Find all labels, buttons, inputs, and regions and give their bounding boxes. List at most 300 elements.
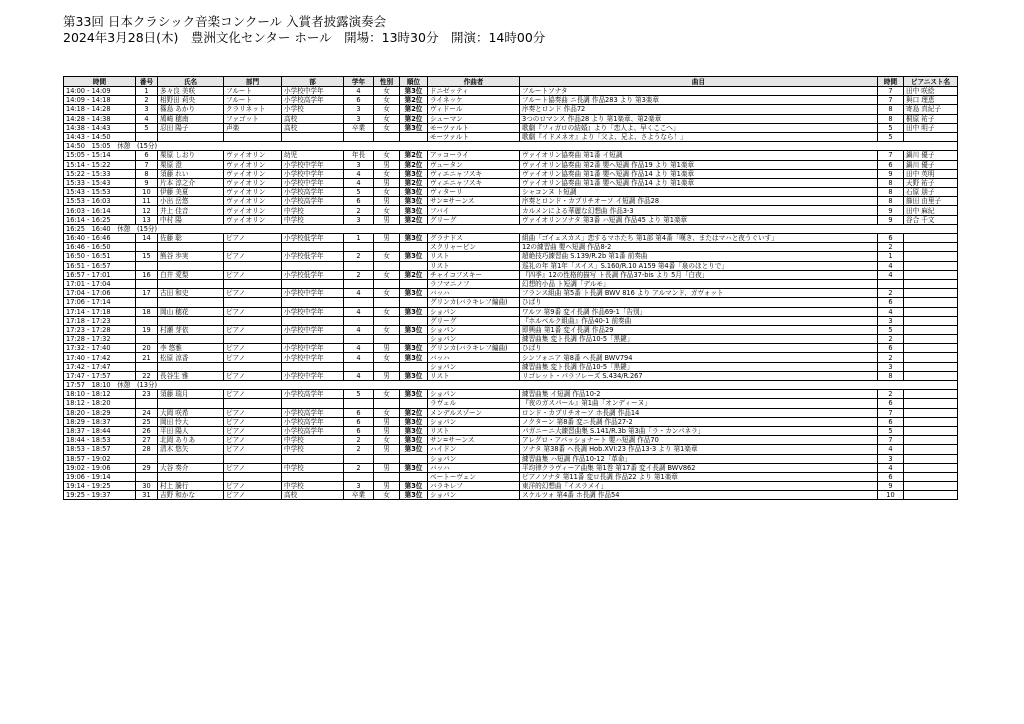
division-cell: 小学校高学年	[282, 188, 344, 197]
time-cell: 19:02 - 19:06	[64, 463, 136, 472]
number-cell	[136, 279, 158, 288]
grade-cell: 4	[344, 325, 374, 334]
sex-cell: 女	[374, 123, 400, 132]
rank-cell: 第2位	[400, 114, 428, 123]
piece-cell: カルメンによる華麗な幻想曲 作品3-3	[520, 206, 878, 215]
division-cell: 中学校	[282, 436, 344, 445]
piece-cell: 組曲「ゴイェスカス」恋するマホたち 第1部 第4番「嘆き、またはマハと夜うぐいす」	[520, 234, 878, 243]
composer-cell: ラフマニノフ	[428, 279, 520, 288]
number-cell: 12	[136, 206, 158, 215]
duration-cell: 5	[878, 132, 904, 141]
grade-cell: 5	[344, 188, 374, 197]
duration-cell: 9	[878, 169, 904, 178]
division-cell	[282, 335, 344, 344]
pianist-cell: 田中 咲絵	[904, 87, 958, 96]
composer-cell: ヴィドール	[428, 105, 520, 114]
rank-cell: 第3位	[400, 252, 428, 261]
time-cell: 15:22 - 15:33	[64, 169, 136, 178]
rank-cell: 第2位	[400, 96, 428, 105]
composer-cell: ラヴェル	[428, 399, 520, 408]
rank-cell: 第3位	[400, 417, 428, 426]
division-cell	[282, 279, 344, 288]
duration-cell: 2	[878, 335, 904, 344]
program-row	[64, 316, 958, 325]
department-cell: ピアノ	[224, 445, 282, 454]
name-cell: 大谷 奏介	[158, 463, 224, 472]
name-cell	[158, 243, 224, 252]
rank-cell: 第3位	[400, 371, 428, 380]
piece-cell: ヴァイオリン協奏曲 第1番 嬰ヘ短調 作品14 より 第1楽章	[520, 178, 878, 187]
division-cell: 小学校高学年	[282, 426, 344, 435]
grade-cell: 年長	[344, 151, 374, 160]
composer-cell: ヴィエニャフスキ	[428, 169, 520, 178]
rank-cell	[400, 243, 428, 252]
intermission-row	[64, 142, 958, 151]
grade-cell	[344, 454, 374, 463]
rank-cell: 第2位	[400, 215, 428, 224]
sex-cell: 女	[374, 252, 400, 261]
duration-cell: 8	[878, 105, 904, 114]
sex-cell: 女	[374, 105, 400, 114]
department-cell: ピアノ	[224, 463, 282, 472]
rank-cell: 第2位	[400, 270, 428, 279]
name-cell	[158, 362, 224, 371]
division-cell	[282, 399, 344, 408]
division-cell: 中学校	[282, 206, 344, 215]
sex-cell: 女	[374, 188, 400, 197]
time-cell: 17:18 - 17:23	[64, 316, 136, 325]
duration-cell: 1	[878, 252, 904, 261]
name-cell: 吉野 和かな	[158, 491, 224, 500]
piece-cell: フルート協奏曲 ニ長調 作品283 より 第3楽章	[520, 96, 878, 105]
duration-cell: 3	[878, 454, 904, 463]
pianist-cell	[904, 417, 958, 426]
department-cell: ピアノ	[224, 307, 282, 316]
rank-cell	[400, 279, 428, 288]
piece-cell: 練習曲集 イ短調 作品10-2	[520, 390, 878, 399]
pianist-cell	[904, 279, 958, 288]
composer-cell: フバイ	[428, 206, 520, 215]
program-rows	[64, 87, 958, 500]
rank-cell: 第3位	[400, 436, 428, 445]
division-cell: 小学校中学年	[282, 289, 344, 298]
intermission-row	[64, 381, 958, 390]
intermission-row	[64, 224, 958, 233]
program-row	[64, 234, 958, 243]
sex-cell: 男	[374, 371, 400, 380]
number-cell: 14	[136, 234, 158, 243]
duration-cell: 7	[878, 151, 904, 160]
composer-cell: メンデルスゾーン	[428, 408, 520, 417]
piece-cell: 即興曲 第1番 変イ長調 作品29	[520, 325, 878, 334]
rank-cell: 第2位	[400, 105, 428, 114]
time-cell: 17:32 - 17:40	[64, 344, 136, 353]
duration-cell: 5	[878, 325, 904, 334]
intermission-text: 16:25 16:40 休憩 (15分)	[64, 224, 958, 233]
name-cell	[158, 261, 224, 270]
duration-cell: 2	[878, 243, 904, 252]
name-cell: 片本 淳之介	[158, 178, 224, 187]
composer-cell: ドニゼッティ	[428, 87, 520, 96]
department-cell: ピアノ	[224, 270, 282, 279]
department-header: 部門	[224, 77, 282, 87]
piece-cell: ヴァイオリン協奏曲 第1番 嬰ヘ短調 作品14 より 第1楽章	[520, 169, 878, 178]
composer-cell: チャイコフスキー	[428, 270, 520, 279]
time-cell: 18:12 - 18:20	[64, 399, 136, 408]
pianist-cell	[904, 335, 958, 344]
duration-cell: 7	[878, 96, 904, 105]
sex-cell: 男	[374, 197, 400, 206]
composer-cell: グリーグ	[428, 316, 520, 325]
pianist-cell: 天野 祐子	[904, 178, 958, 187]
piece-cell: 『ホルベルク組曲』作品40-1 前奏曲	[520, 316, 878, 325]
program-row	[64, 399, 958, 408]
name-cell: 忍田 陽子	[158, 123, 224, 132]
sex-cell: 女	[374, 390, 400, 399]
number-cell: 28	[136, 445, 158, 454]
division-cell: 小学校中学年	[282, 87, 344, 96]
rank-header: 順位	[400, 77, 428, 87]
program-row	[64, 307, 958, 316]
duration-cell: 6	[878, 160, 904, 169]
program-row	[64, 215, 958, 224]
division-cell	[282, 472, 344, 481]
program-row	[64, 344, 958, 353]
number-cell: 31	[136, 491, 158, 500]
piece-cell: 平均律クラヴィーア曲集 第1巻 第17番 変イ長調 BWV862	[520, 463, 878, 472]
time-cell: 18:10 - 18:12	[64, 390, 136, 399]
program-row	[64, 123, 958, 132]
sex-cell: 女	[374, 307, 400, 316]
grade-cell: 卒業	[344, 123, 374, 132]
number-cell: 26	[136, 426, 158, 435]
number-cell	[136, 472, 158, 481]
rank-cell: 第3位	[400, 197, 428, 206]
program-row	[64, 454, 958, 463]
division-cell: 小学校中学年	[282, 344, 344, 353]
duration-cell: 7	[878, 436, 904, 445]
rank-cell	[400, 399, 428, 408]
pianist-header: ピアニスト名	[904, 77, 958, 87]
department-cell	[224, 279, 282, 288]
composer-cell: ショパン	[428, 491, 520, 500]
duration-cell: 5	[878, 123, 904, 132]
name-cell: 栗原 しおり	[158, 151, 224, 160]
division-cell: 中学校	[282, 215, 344, 224]
piece-cell: ひばり	[520, 344, 878, 353]
time-cell: 17:40 - 17:42	[64, 353, 136, 362]
department-cell: ピアノ	[224, 491, 282, 500]
program-row	[64, 298, 958, 307]
rank-cell: 第3位	[400, 188, 428, 197]
time-cell: 17:01 - 17:04	[64, 279, 136, 288]
rank-cell: 第2位	[400, 408, 428, 417]
division-cell	[282, 454, 344, 463]
name-cell: 白井 愛梨	[158, 270, 224, 279]
duration-cell: 4	[878, 307, 904, 316]
sex-cell	[374, 261, 400, 270]
grade-cell: 2	[344, 252, 374, 261]
duration-cell: 4	[878, 261, 904, 270]
sex-cell: 女	[374, 408, 400, 417]
department-cell: フルート	[224, 87, 282, 96]
sex-cell	[374, 243, 400, 252]
sex-cell: 女	[374, 491, 400, 500]
piece-cell: ピアノソナタ 第11番 変ロ長調 作品22 より 第1楽章	[520, 472, 878, 481]
grade-cell: 6	[344, 426, 374, 435]
time-cell: 14:18 - 14:28	[64, 105, 136, 114]
name-cell	[158, 316, 224, 325]
duration-cell: 2	[878, 353, 904, 362]
name-cell	[158, 132, 224, 141]
department-cell	[224, 316, 282, 325]
division-cell	[282, 132, 344, 141]
program-row	[64, 289, 958, 298]
duration-cell: 2	[878, 390, 904, 399]
division-cell: 中学校	[282, 482, 344, 491]
number-cell	[136, 243, 158, 252]
composer-cell: グラナドス	[428, 234, 520, 243]
time-cell: 16:57 - 17:01	[64, 270, 136, 279]
grade-cell: 4	[344, 87, 374, 96]
number-cell: 25	[136, 417, 158, 426]
grade-cell: 4	[344, 371, 374, 380]
program-row	[64, 417, 958, 426]
composer-header: 作曲者	[428, 77, 520, 87]
program-row	[64, 206, 958, 215]
time-cell: 17:42 - 17:47	[64, 362, 136, 371]
grade-cell: 2	[344, 463, 374, 472]
rank-cell	[400, 454, 428, 463]
piece-cell: 幻想的小品 ト短調「デルモ」	[520, 279, 878, 288]
division-cell	[282, 316, 344, 325]
grade-cell: 2	[344, 436, 374, 445]
sex-header: 性別	[374, 77, 400, 87]
name-cell	[158, 399, 224, 408]
composer-cell: ライネッケ	[428, 96, 520, 105]
program-row	[64, 178, 958, 187]
program-row	[64, 243, 958, 252]
pianist-cell: 與口 理恵	[904, 96, 958, 105]
division-cell	[282, 261, 344, 270]
piece-cell: 超絶技巧練習曲 S.139/R.2b 第1番 前奏曲	[520, 252, 878, 261]
piece-cell: ロンド・カプリチオーソ ホ長調 作品14	[520, 408, 878, 417]
pianist-cell	[904, 353, 958, 362]
number-cell: 16	[136, 270, 158, 279]
program-row	[64, 335, 958, 344]
composer-cell: リスト	[428, 371, 520, 380]
duration-cell: 8	[878, 188, 904, 197]
rank-cell: 第3位	[400, 123, 428, 132]
rank-cell	[400, 261, 428, 270]
composer-cell: スクリャービン	[428, 243, 520, 252]
grade-cell: 6	[344, 408, 374, 417]
duration-cell: 5	[878, 426, 904, 435]
division-cell: 中学校	[282, 463, 344, 472]
number-cell	[136, 298, 158, 307]
sex-cell: 男	[374, 234, 400, 243]
piece-cell: 東洋的幻想曲「イスラメイ」	[520, 482, 878, 491]
number-cell: 30	[136, 482, 158, 491]
program-table	[63, 76, 958, 500]
name-cell: 佐藤 聡	[158, 234, 224, 243]
department-cell: ピアノ	[224, 408, 282, 417]
rank-cell: 第3位	[400, 463, 428, 472]
pianist-cell	[904, 362, 958, 371]
department-cell: ピアノ	[224, 426, 282, 435]
name-cell	[158, 298, 224, 307]
composer-cell: アッコーライ	[428, 151, 520, 160]
division-cell: 高校	[282, 491, 344, 500]
grade-cell: 4	[344, 307, 374, 316]
grade-cell	[344, 279, 374, 288]
rank-cell	[400, 132, 428, 141]
name-cell: 清木 悠矢	[158, 445, 224, 454]
name-cell: 岡田 怜大	[158, 417, 224, 426]
rank-cell: 第3位	[400, 426, 428, 435]
sex-cell: 女	[374, 87, 400, 96]
division-cell: 中学校	[282, 445, 344, 454]
department-cell	[224, 243, 282, 252]
piece-cell: 『夜のガスパール』第1曲「オンディーヌ」	[520, 399, 878, 408]
pianist-cell: 谷合 千文	[904, 215, 958, 224]
piece-cell: シャコンヌ ト短調	[520, 188, 878, 197]
rank-cell: 第3位	[400, 87, 428, 96]
grade-cell: 6	[344, 197, 374, 206]
time-cell: 16:46 - 16:50	[64, 243, 136, 252]
grade-cell: 2	[344, 445, 374, 454]
duration-header: 時間	[878, 77, 904, 87]
rank-cell: 第2位	[400, 178, 428, 187]
program-row	[64, 132, 958, 141]
department-cell: ピアノ	[224, 252, 282, 261]
number-cell: 17	[136, 289, 158, 298]
piece-cell: 『四季』12の性格的描写 ト長調 作品37-bis より 5月「白夜」	[520, 270, 878, 279]
sex-cell: 男	[374, 215, 400, 224]
number-cell	[136, 362, 158, 371]
time-cell: 17:47 - 17:57	[64, 371, 136, 380]
composer-cell: リスト	[428, 261, 520, 270]
time-cell: 14:28 - 14:38	[64, 114, 136, 123]
composer-cell: ハイドン	[428, 445, 520, 454]
division-cell: 小学校中学年	[282, 353, 344, 362]
piece-cell: ひばり	[520, 298, 878, 307]
number-cell	[136, 316, 158, 325]
number-cell: 7	[136, 160, 158, 169]
time-cell: 17:28 - 17:32	[64, 335, 136, 344]
piece-cell: ヴァイオリン協奏曲 第1番 イ短調	[520, 151, 878, 160]
department-cell	[224, 335, 282, 344]
department-cell: ピアノ	[224, 289, 282, 298]
department-cell: ヴァイオリン	[224, 206, 282, 215]
number-cell	[136, 335, 158, 344]
number-cell: 20	[136, 344, 158, 353]
grade-cell: 3	[344, 105, 374, 114]
grade-cell	[344, 298, 374, 307]
piece-cell: ヴァイオリンソナタ 第3番 ハ短調 作品45 より 第1楽章	[520, 215, 878, 224]
program-row	[64, 353, 958, 362]
duration-cell: 3	[878, 362, 904, 371]
program-row	[64, 325, 958, 334]
department-cell: ピアノ	[224, 353, 282, 362]
sex-cell: 女	[374, 169, 400, 178]
grade-cell: 1	[344, 234, 374, 243]
duration-cell: 6	[878, 234, 904, 243]
department-cell: クラリネット	[224, 105, 282, 114]
name-cell	[158, 472, 224, 481]
duration-cell: 4	[878, 463, 904, 472]
sex-cell	[374, 362, 400, 371]
program-row	[64, 445, 958, 454]
duration-cell: 10	[878, 491, 904, 500]
division-cell: 小学校高学年	[282, 417, 344, 426]
pianist-cell	[904, 426, 958, 435]
pianist-cell	[904, 307, 958, 316]
number-cell: 18	[136, 307, 158, 316]
department-cell	[224, 132, 282, 141]
sex-cell	[374, 279, 400, 288]
name-cell: 栗原 澄	[158, 160, 224, 169]
piece-cell: ソナタ 第38番 ヘ長調 Hob.XVI:23 作品13-3 より 第1楽章	[520, 445, 878, 454]
division-cell	[282, 243, 344, 252]
duration-cell: 7	[878, 87, 904, 96]
program-row	[64, 105, 958, 114]
program-row	[64, 169, 958, 178]
department-cell	[224, 261, 282, 270]
pianist-cell: 石原 朋子	[904, 188, 958, 197]
rank-cell: 第3位	[400, 206, 428, 215]
department-cell: ヴァイオリン	[224, 178, 282, 187]
pianist-cell	[904, 408, 958, 417]
pianist-cell	[904, 243, 958, 252]
composer-cell: シューマン	[428, 114, 520, 123]
time-cell: 14:38 - 14:43	[64, 123, 136, 132]
composer-cell: ショパン	[428, 307, 520, 316]
grade-cell	[344, 472, 374, 481]
division-cell	[282, 298, 344, 307]
department-cell: ピアノ	[224, 325, 282, 334]
grade-cell: 3	[344, 114, 374, 123]
department-cell: ヴァイオリン	[224, 169, 282, 178]
division-cell: 小学校	[282, 105, 344, 114]
sex-cell: 男	[374, 178, 400, 187]
sex-cell	[374, 335, 400, 344]
program-row	[64, 390, 958, 399]
time-cell: 15:43 - 15:53	[64, 188, 136, 197]
grade-cell	[344, 316, 374, 325]
piece-cell: 練習曲集 変ト長調 作品10-5「黒鍵」	[520, 362, 878, 371]
pianist-cell	[904, 261, 958, 270]
name-cell: 中村 陽	[158, 215, 224, 224]
composer-cell: ショパン	[428, 417, 520, 426]
duration-cell: 8	[878, 197, 904, 206]
number-header: 番号	[136, 77, 158, 87]
sex-cell	[374, 454, 400, 463]
program-row	[64, 114, 958, 123]
number-cell: 11	[136, 197, 158, 206]
piece-cell: ヴァイオリン協奏曲 第2番 嬰ヘ短調 作品19 より 第1楽章	[520, 160, 878, 169]
rank-cell: 第3位	[400, 307, 428, 316]
rank-cell	[400, 362, 428, 371]
piece-cell: 巡礼の年 第1年「スイス」S.160/R.10 A159 第4番「泉のほとりで」	[520, 261, 878, 270]
program-row	[64, 151, 958, 160]
composer-cell: サン=サーンス	[428, 197, 520, 206]
sex-cell: 女	[374, 436, 400, 445]
composer-cell: ヴィエニャフスキ	[428, 178, 520, 187]
division-cell: 高校	[282, 123, 344, 132]
department-cell: ピアノ	[224, 371, 282, 380]
time-cell: 16:50 - 16:51	[64, 252, 136, 261]
